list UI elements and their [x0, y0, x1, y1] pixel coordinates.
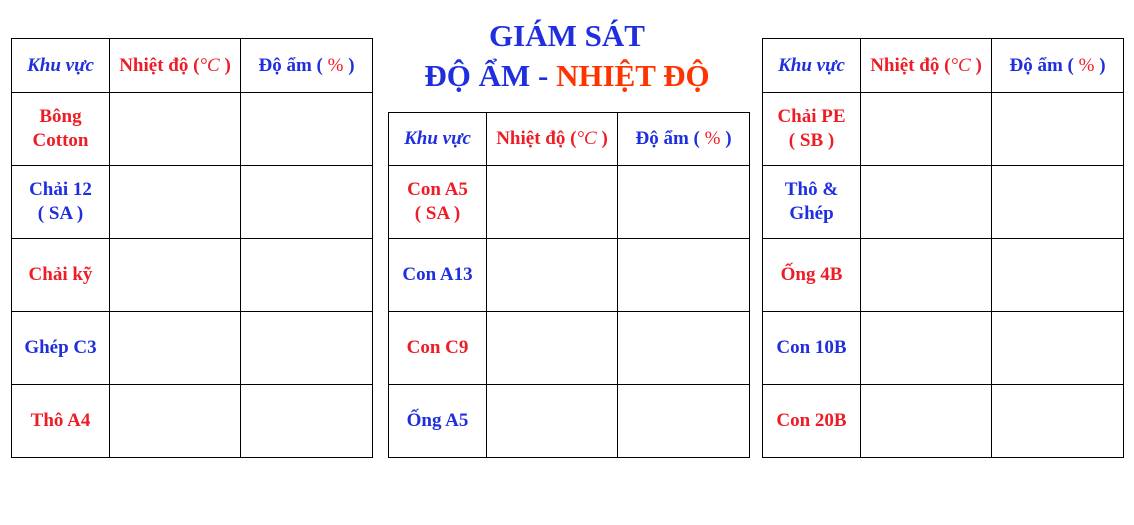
area-name — [763, 239, 861, 312]
area-name-line1: Thô & — [784, 179, 839, 200]
humidity-cell — [241, 93, 373, 166]
title-separator: - — [530, 58, 557, 93]
humidity-cell — [992, 312, 1124, 385]
area-name-line2: ( SB ) — [788, 130, 835, 151]
left-monitor-table — [11, 38, 373, 458]
temperature-cell — [861, 312, 992, 385]
area-header — [763, 39, 861, 93]
area-name-line1: Chải kỹ — [28, 264, 93, 285]
table-row — [12, 385, 373, 458]
area-name-line1: Chải 12 — [29, 179, 92, 200]
area-name — [763, 166, 861, 239]
humidity-cell — [992, 93, 1124, 166]
area-name-line1: Con 10B — [776, 337, 847, 358]
humidity-header-close: ) — [1094, 54, 1106, 76]
table-row — [763, 239, 1124, 312]
table-row — [12, 239, 373, 312]
temperature-header-label: Nhiệt độ ( — [496, 128, 577, 149]
humidity-unit: % — [704, 128, 721, 149]
humidity-header-close: ) — [343, 54, 355, 76]
temperature-cell — [487, 239, 618, 312]
title-temperature: NHIỆT ĐỘ — [556, 58, 710, 93]
area-name-line2: ( SA ) — [414, 203, 461, 224]
area-name-line1: Ống 4B — [780, 264, 843, 285]
humidity-cell — [618, 385, 750, 458]
area-name — [389, 166, 487, 239]
header-row — [12, 39, 373, 93]
temperature-header-close: ) — [219, 54, 231, 76]
temperature-header-label: Nhiệt độ ( — [119, 54, 200, 76]
humidity-unit: % — [327, 54, 344, 76]
area-name-line1: Ống A5 — [406, 410, 469, 431]
temperature-cell — [110, 166, 241, 239]
temperature-header-label: Nhiệt độ ( — [870, 54, 951, 76]
area-name-line1: Chải PE — [777, 106, 846, 127]
middle-monitor-table — [388, 112, 750, 458]
table-row — [389, 166, 750, 239]
humidity-header — [992, 39, 1124, 93]
table-row — [763, 385, 1124, 458]
humidity-header-label: Độ ẩm ( — [258, 54, 328, 76]
humidity-header-label: Độ ẩm ( — [1009, 54, 1079, 76]
humidity-cell — [618, 312, 750, 385]
temperature-cell — [110, 385, 241, 458]
table-row — [389, 239, 750, 312]
table-row — [389, 312, 750, 385]
humidity-cell — [241, 312, 373, 385]
area-name-line1: Con A13 — [402, 264, 473, 285]
humidity-cell — [992, 166, 1124, 239]
area-name-line2: ( SA ) — [37, 203, 84, 224]
humidity-unit: % — [1078, 54, 1095, 76]
area-name-line1: Con A5 — [407, 179, 468, 200]
humidity-header — [241, 39, 373, 93]
temperature-cell — [110, 239, 241, 312]
table-row — [389, 385, 750, 458]
table-row — [12, 93, 373, 166]
area-header-label: Khu vực — [404, 128, 471, 149]
header-row — [763, 39, 1124, 93]
temperature-header-close: ) — [596, 128, 608, 149]
header-row — [389, 113, 750, 166]
temperature-cell — [861, 166, 992, 239]
table-row — [763, 166, 1124, 239]
area-name — [389, 312, 487, 385]
humidity-cell — [618, 239, 750, 312]
humidity-header-close: ) — [720, 128, 732, 149]
title-line1: GIÁM SÁT — [489, 18, 645, 53]
temperature-header-close: ) — [970, 54, 982, 76]
area-name-line2: Cotton — [32, 130, 89, 151]
area-name — [763, 385, 861, 458]
area-name — [12, 312, 110, 385]
temperature-cell — [487, 166, 618, 239]
area-name-line1: Con C9 — [406, 337, 469, 358]
area-name-line2: Ghép — [789, 203, 834, 224]
humidity-cell — [992, 239, 1124, 312]
table-row — [12, 312, 373, 385]
table-row — [763, 93, 1124, 166]
temperature-header — [110, 39, 241, 93]
humidity-cell — [241, 166, 373, 239]
humidity-cell — [241, 239, 373, 312]
area-header-label: Khu vực — [27, 54, 94, 76]
temperature-cell — [861, 385, 992, 458]
humidity-cell — [241, 385, 373, 458]
humidity-cell — [618, 166, 750, 239]
title-humidity: ĐỘ ẨM — [424, 58, 531, 93]
temperature-cell — [110, 93, 241, 166]
area-name-line1: Ghép C3 — [24, 337, 97, 358]
table-row — [12, 166, 373, 239]
area-name — [12, 385, 110, 458]
area-name-line1: Bông — [39, 106, 82, 127]
area-name — [763, 93, 861, 166]
temperature-header — [487, 113, 618, 166]
area-name-line1: Thô A4 — [30, 410, 91, 431]
area-name-line1: Con 20B — [776, 410, 847, 431]
temperature-cell — [861, 93, 992, 166]
area-name — [12, 166, 110, 239]
table-row — [763, 312, 1124, 385]
area-name — [389, 239, 487, 312]
right-monitor-table — [762, 38, 1124, 458]
humidity-header-label: Độ ẩm ( — [635, 128, 705, 149]
temperature-unit: °C — [950, 54, 971, 76]
temperature-cell — [110, 312, 241, 385]
area-header — [12, 39, 110, 93]
temperature-unit: °C — [199, 54, 220, 76]
area-header — [389, 113, 487, 166]
temperature-cell — [861, 239, 992, 312]
area-header-label: Khu vực — [778, 54, 845, 76]
area-name — [763, 312, 861, 385]
temperature-cell — [487, 385, 618, 458]
area-name — [389, 385, 487, 458]
temperature-cell — [487, 312, 618, 385]
humidity-cell — [992, 385, 1124, 458]
temperature-header — [861, 39, 992, 93]
humidity-header — [618, 113, 750, 166]
temperature-unit: °C — [576, 128, 597, 149]
area-name — [12, 239, 110, 312]
area-name — [12, 93, 110, 166]
